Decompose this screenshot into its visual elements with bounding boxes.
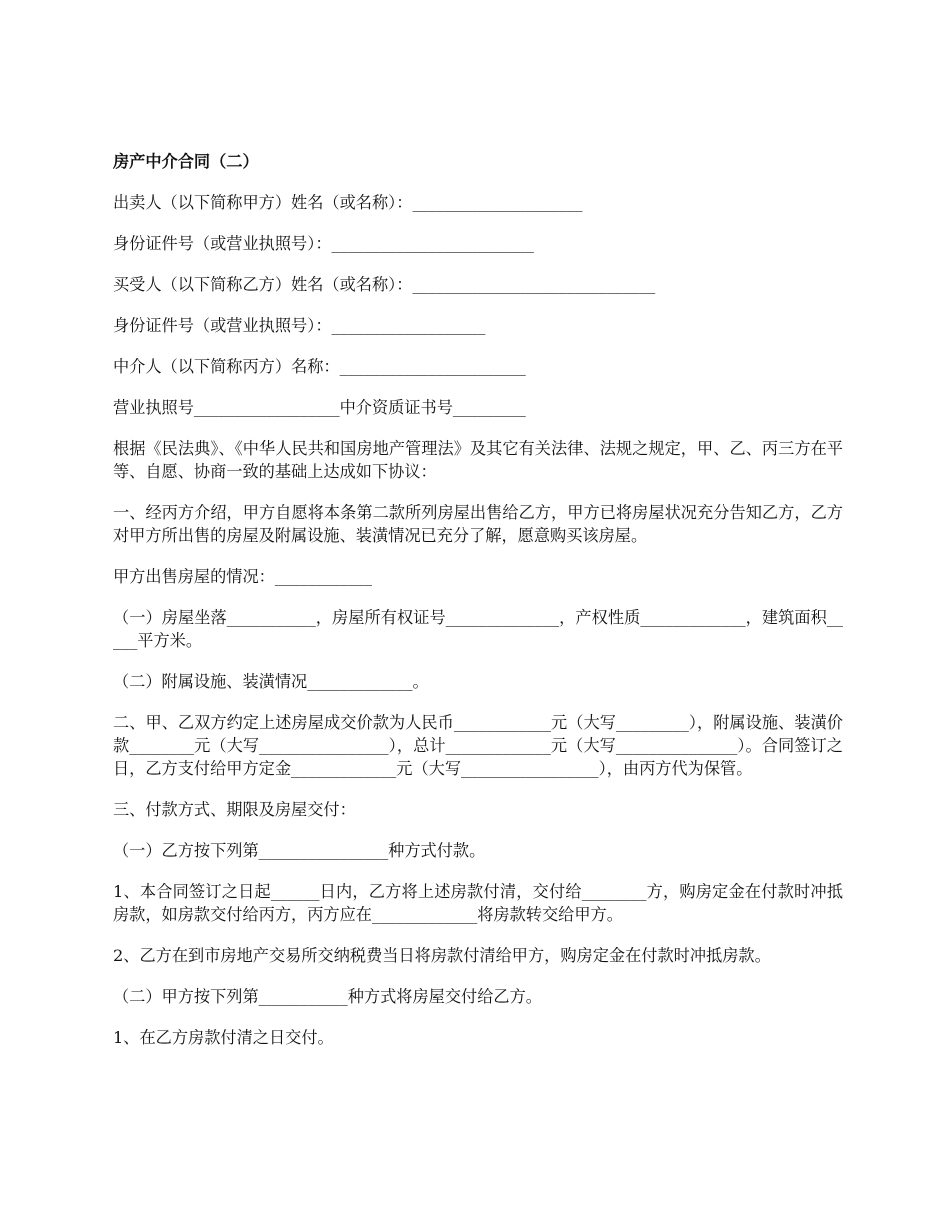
seller-name-line: 出卖人（以下简称甲方）姓名（或名称）：_____________________	[113, 193, 583, 212]
delivery-method-line: （二）甲方按下列第___________种方式将房屋交付给乙方。	[113, 987, 542, 1006]
agent-license-line: 营业执照号__________________中介资质证书号_________	[113, 398, 526, 417]
legal-basis-paragraph: 根据《民法典》、《中华人民共和国房地产管理法》及其它有关法律、法规之规定，甲、乙、丙三方在平等、自愿、协商一致的基础上达成如下协议：	[113, 439, 843, 481]
agent-name-line: 中介人（以下简称丙方）名称：_______________________	[113, 357, 526, 376]
payment-method-line: （一）乙方按下列第________________种方式付款。	[113, 841, 486, 860]
document-page	[113, 150, 843, 1067]
clause-1-paragraph: 一、经丙方介绍，甲方自愿将本条第二款所列房屋出售给乙方，甲方已将房屋状况充分告知乙方，乙方对甲方所出售的房屋及附属设施、装潢情况已充分了解，愿意购买该房屋。	[113, 503, 843, 545]
payment-option-1-paragraph: 1、本合同签订之日起______日内，乙方将上述房款付清，交付给________方，购房定金在付款时冲抵房款，如房款交付给丙方，丙方应在_____________将房款转交给甲方。	[113, 882, 843, 924]
buyer-name-line: 买受人（以下简称乙方）姓名（或名称）：______________________________	[113, 275, 656, 294]
clause-3-heading: 三、付款方式、期限及房屋交付：	[113, 800, 356, 819]
document-title: 房产中介合同（二）	[113, 152, 259, 171]
payment-option-2-paragraph: 2、乙方在到市房地产交易所交纳税费当日将房款付清给甲方，购房定金在付款时冲抵房款。	[113, 946, 771, 965]
house-info-line: 甲方出售房屋的情况：____________	[113, 567, 372, 586]
house-location-paragraph: （一）房屋坐落___________，房屋所有权证号______________，产权性质_____________，建筑面积_____平方米。	[113, 608, 843, 650]
facilities-line: （二）附属设施、装潢情况_____________。	[113, 672, 429, 691]
seller-id-line: 身份证件号（或营业执照号）：_________________________	[113, 234, 534, 253]
delivery-option-1-line: 1、在乙方房款付清之日交付。	[113, 1028, 334, 1047]
buyer-id-line: 身份证件号（或营业执照号）：___________________	[113, 316, 486, 335]
clause-2-paragraph: 二、甲、乙双方约定上述房屋成交价款为人民币____________元（大写_________），附属设施、装潢价款________元（大写________________），总计_____________元（大写_______________）。合同签订之日，乙方支付给甲方定金_____________元（大写_________________），由丙方代为保管。	[113, 713, 843, 778]
